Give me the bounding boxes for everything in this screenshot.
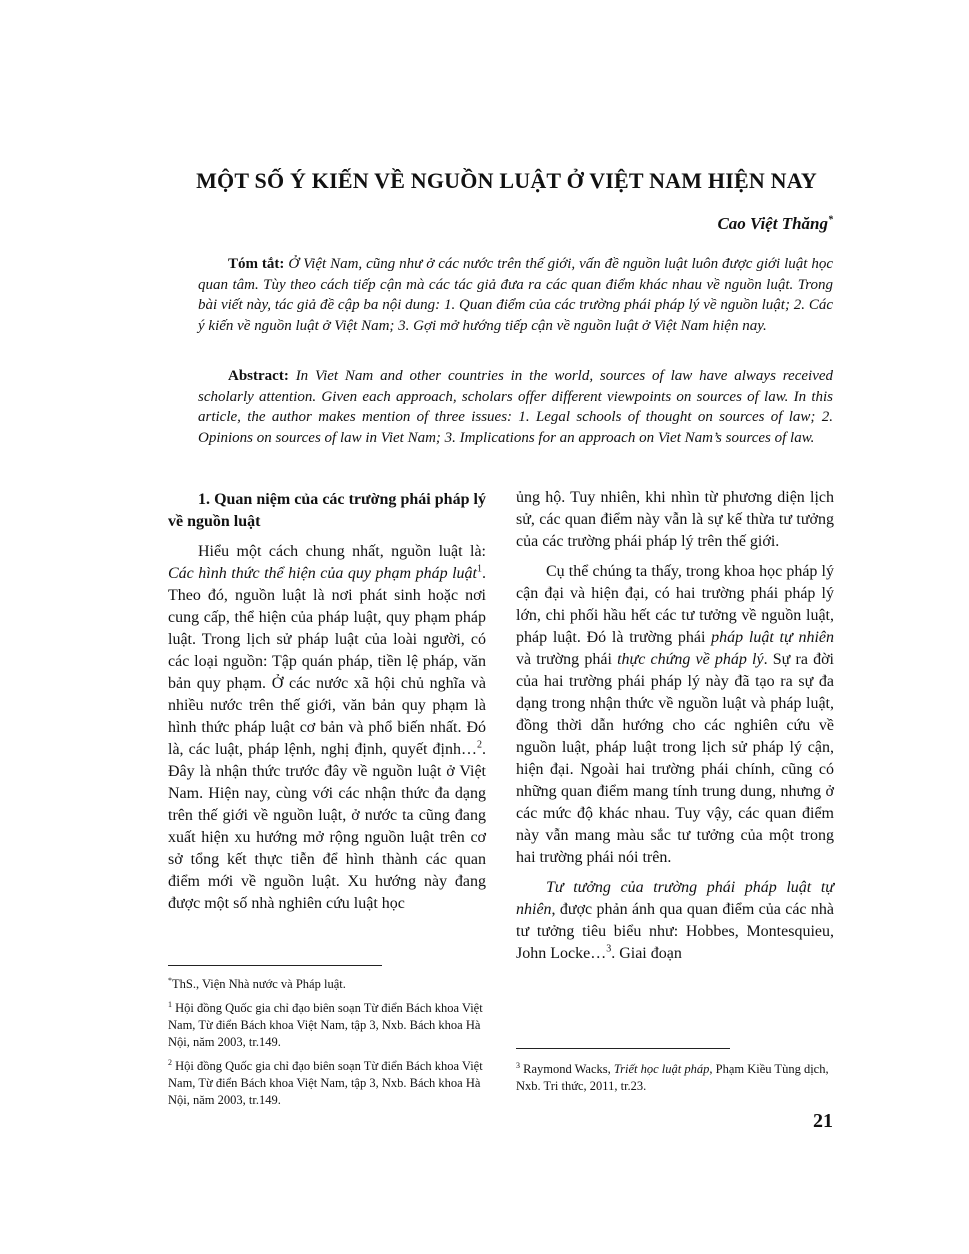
- author-byline: [717, 214, 833, 234]
- right-paragraph-3: [516, 877, 834, 965]
- abstract-en-label: Abstract:: [228, 368, 289, 384]
- footnote-marker: *: [168, 976, 172, 985]
- text-run: . Sự ra đời của hai trường phái pháp lý này đã tạo ra sự đa dạng trong nhận thức về nguồn luật và pháp luật, đồng thời dẫn hướng cho các nghiên cứu về nguồn luật, pháp luật trong lịch sử pháp lý cận, hiện đại. Ngoài hai trường phái chính, cũng có những quan điểm mang tính trung dung, nhưng ở các mức độ khác nhau. Tuy vậy, các quan điểm này vẫn mang màu sắc tư tưởng của một trong hai trường phái nói trên.: [516, 651, 835, 866]
- right-paragraph-1: ủng hộ. Tuy nhiên, khi nhìn từ phương diện lịch sử, các quan điểm này vẫn là sự kế thừa tư tưởng của các trường phái pháp lý trên thế giới.: [516, 489, 834, 550]
- footnote-marker: 2: [168, 1058, 172, 1068]
- footnote-text: Hội đồng Quốc gia chỉ đạo biên soạn Từ điển Bách khoa Việt Nam, Từ điển Bách khoa Việt Nam, tập 3, Nxb. Bách khoa Hà Nội, năm 2003, tr.149.: [168, 1059, 483, 1108]
- abstract-vi-text: Ở Việt Nam, cũng như ở các nước trên thế giới, vấn đề nguồn luật luôn được giới luật học quan tâm. Tùy theo cách tiếp cận mà các tác giả đưa ra các quan điểm khác nhau về nguồn luật. Trong bài viết này, tác giả đề cập ba nội dung: 1. Quan điểm của các trường phái pháp lý về nguồn luật; 2. Các ý kiến về nguồn luật ở Việt Nam; 3. Gợi mở hướng tiếp cận về nguồn luật ở Việt Nam hiện nay.: [198, 256, 833, 334]
- left-column: [168, 489, 486, 915]
- abstract-english: [198, 366, 833, 448]
- author-footnote-marker: *: [828, 214, 833, 226]
- right-column: [516, 487, 834, 965]
- italic-run: Các hình thức thể hiện của quy phạm pháp luật: [168, 565, 477, 582]
- text-run: . Giai đoạn: [611, 945, 682, 962]
- footnote-ref-1: 1: [477, 563, 482, 575]
- footnote: [168, 1054, 488, 1109]
- text-run: Hiểu một cách chung nhất, nguồn luật là:: [198, 543, 486, 560]
- footnote-ref-3: 3: [606, 943, 612, 955]
- footnotes-left: [168, 972, 488, 1112]
- italic-run: pháp luật tự nhiên: [711, 629, 834, 646]
- abstract-vi-label: Tóm tắt:: [228, 256, 285, 272]
- article-title: MỘT SỐ Ý KIẾN VỀ NGUỒN LUẬT Ở VIỆT NAM HIỆN NAY: [196, 168, 817, 193]
- footnote: [168, 996, 488, 1051]
- footnote-marker: 1: [168, 1000, 172, 1010]
- footnote-divider: [168, 965, 382, 966]
- left-paragraph: [168, 541, 486, 915]
- abstract-en-text: In Viet Nam and other countries in the world, sources of law have always received scholarly attention. Given each approach, scholars offer different viewpoints on sources of law. In this article, the author makes mention of three issues: 1. Legal schools of thought on sources of law; 2. Opinions on sources of law in Viet Nam; 3. Implications for an approach on Viet Nam’s sources of law.: [198, 368, 834, 446]
- footnote-ref-2: 2: [477, 739, 482, 751]
- abstract-vietnamese: [198, 254, 833, 336]
- text-run: . Theo đó, nguồn luật là nơi phát sinh hoặc nơi cung cấp, thể hiện của pháp luật, quy phạm pháp luật. Trong lịch sử pháp luật của loài người, có các loại nguồn: Tập quán pháp, tiền lệ pháp, văn bản quy phạm. Ở các nước xã hội chủ nghĩa và nhiều nước trên thế giới, văn bản quy phạm là hình thức pháp luật cơ bản và phổ biến nhất. Đó là, các luật, pháp lệnh, nghị định, quyết định…: [168, 565, 486, 758]
- italic-run: Tư tưởng của trường phái pháp luật tự nhiên: [516, 879, 834, 918]
- text-run: , được phản ánh qua quan điểm của các nhà tư tưởng tiêu biểu như: Hobbes, Montesquieu, John Locke…: [516, 901, 834, 962]
- footnote-text: , Phạm Kiều Tùng dịch, Nxb. Tri thức, 2011, tr.23.: [516, 1062, 829, 1094]
- footnote: [168, 972, 488, 993]
- page-number: 21: [813, 1110, 833, 1132]
- footnote-text: ThS., Viện Nhà nước và Pháp luật.: [172, 977, 346, 992]
- author-name: Cao Việt Thăng: [717, 214, 828, 233]
- footnote-italic: Triết học luật pháp: [613, 1062, 710, 1077]
- footnotes-right: [516, 1057, 836, 1098]
- footnote: [516, 1057, 836, 1095]
- right-paragraph-2: [516, 561, 834, 869]
- footnote-text: Hội đồng Quốc gia chỉ đạo biên soạn Từ điển Bách khoa Việt Nam, Từ điển Bách khoa Việt Nam, tập 3, Nxb. Bách khoa Hà Nội, năm 2003, tr.149.: [168, 1001, 483, 1050]
- footnote-divider: [516, 1048, 730, 1049]
- text-run: Cụ thể chúng ta thấy, trong khoa học pháp lý cận đại và hiện đại, có hai trường phái pháp lý lớn, chi phối hầu hết các tư tưởng về nguồn luật, pháp luật. Đó là trường phái: [516, 563, 834, 646]
- text-run: và trường phái: [516, 651, 618, 668]
- text-run: . Đây là nhận thức trước đây về nguồn luật ở Việt Nam. Hiện nay, cùng với các nhận thức đa dạng trên thế giới về nguồn luật, ở nước ta cũng đang xuất hiện xu hướng mở rộng nguồn luật trên cơ sở tổng kết thực tiễn để hình thành các quan điểm mới về nguồn luật. Xu hướng này đang được một số nhà nghiên cứu luật học: [168, 741, 486, 912]
- section-heading: 1. Quan niệm của các trường phái pháp lý về nguồn luật: [168, 491, 486, 530]
- italic-run: thực chứng về pháp lý: [617, 651, 764, 668]
- footnote-marker: 3: [516, 1061, 520, 1070]
- footnote-text: Raymond Wacks,: [523, 1062, 614, 1077]
